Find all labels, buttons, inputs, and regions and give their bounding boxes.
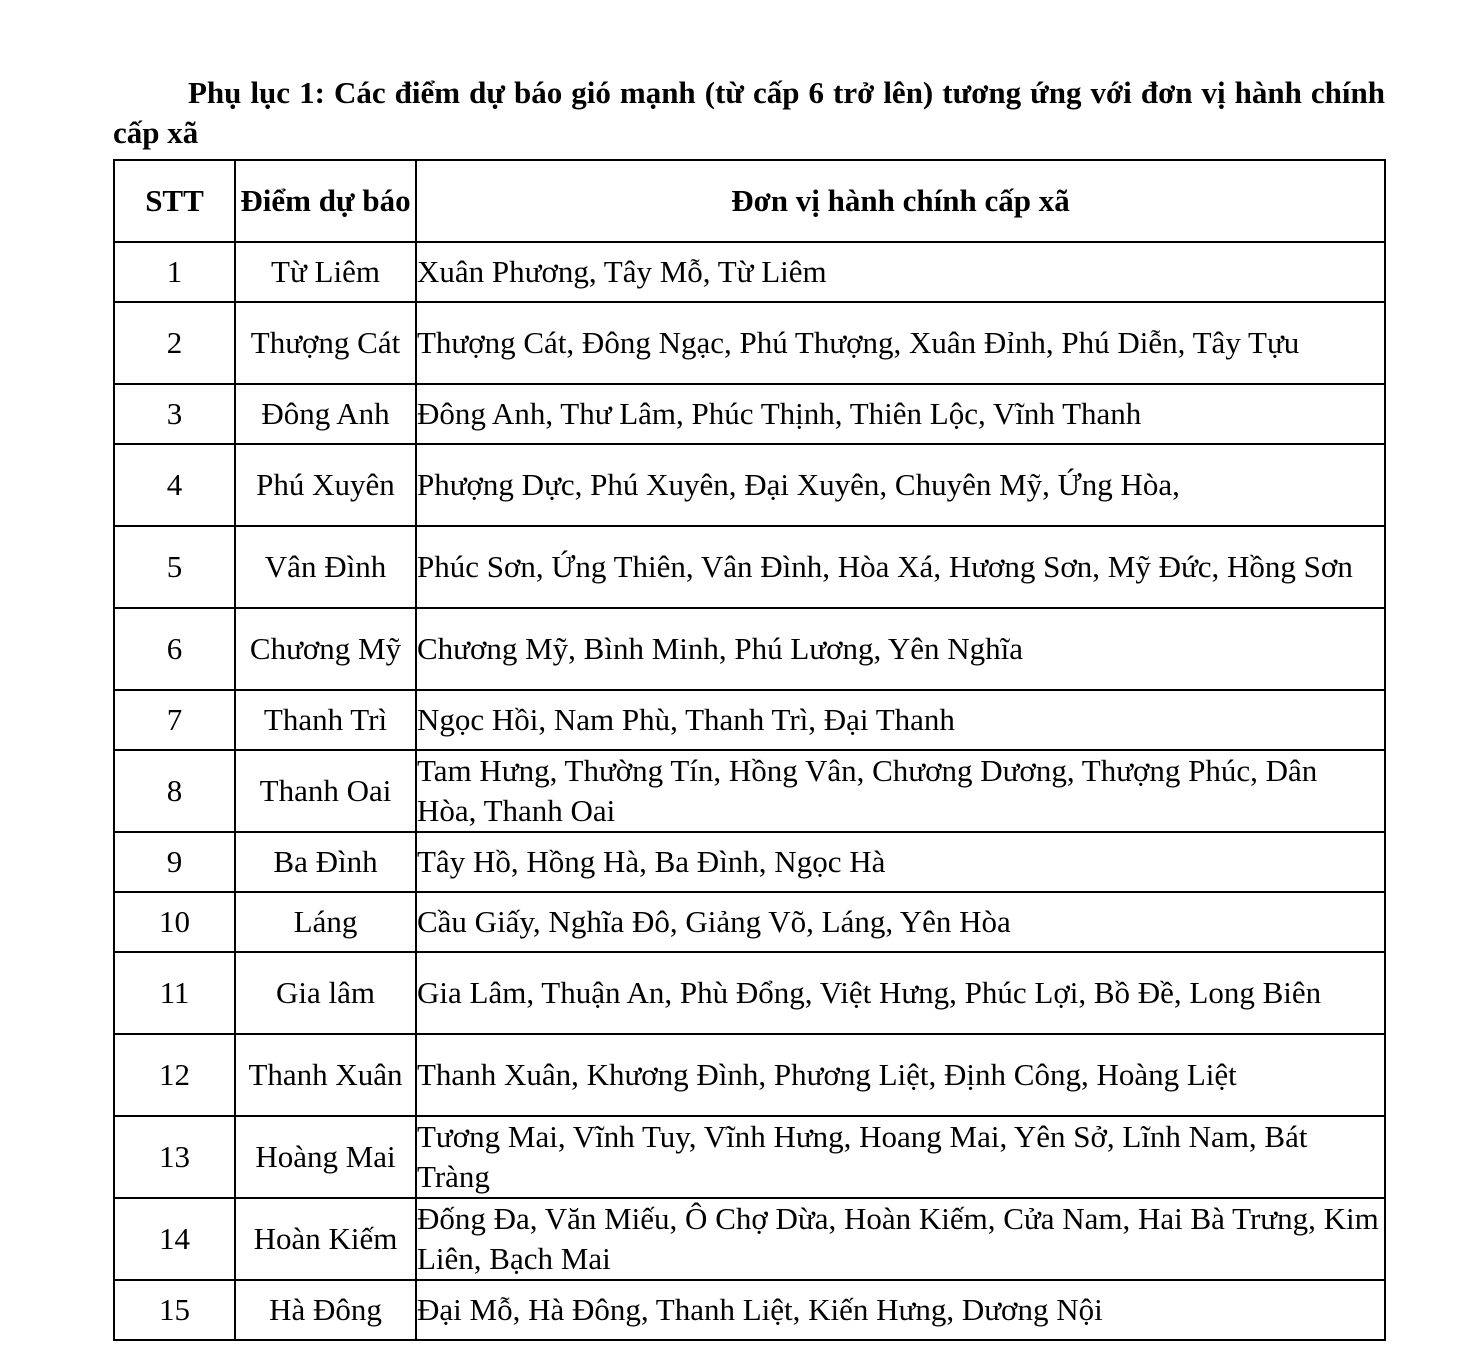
row-forecast-point: Hoàn Kiếm xyxy=(235,1198,416,1280)
row-stt: 12 xyxy=(114,1034,235,1116)
table-row xyxy=(114,690,1385,750)
table-row xyxy=(114,1034,1385,1116)
row-forecast-point: Chương Mỹ xyxy=(235,608,416,690)
forecast-points-table xyxy=(113,159,1386,1341)
row-forecast-point: Vân Đình xyxy=(235,526,416,608)
row-forecast-point: Thanh Oai xyxy=(235,750,416,832)
table-row xyxy=(114,242,1385,302)
table-header-row xyxy=(114,160,1385,242)
row-stt: 1 xyxy=(114,242,235,302)
row-admin-units: Tam Hưng, Thường Tín, Hồng Vân, Chương Dương, Thượng Phúc, Dân Hòa, Thanh Oai xyxy=(416,750,1385,832)
row-stt: 3 xyxy=(114,384,235,444)
header-forecast-point: Điểm dự báo xyxy=(235,160,416,242)
row-forecast-point: Gia lâm xyxy=(235,952,416,1034)
row-stt: 6 xyxy=(114,608,235,690)
row-forecast-point: Láng xyxy=(235,892,416,952)
table-row xyxy=(114,444,1385,526)
table-row xyxy=(114,1280,1385,1340)
row-admin-units: Gia Lâm, Thuận An, Phù Đổng, Việt Hưng, Phúc Lợi, Bồ Đề, Long Biên xyxy=(416,952,1385,1034)
row-admin-units: Chương Mỹ, Bình Minh, Phú Lương, Yên Nghĩa xyxy=(416,608,1385,690)
row-stt: 9 xyxy=(114,832,235,892)
row-stt: 11 xyxy=(114,952,235,1034)
row-forecast-point: Thanh Trì xyxy=(235,690,416,750)
table-row xyxy=(114,750,1385,832)
row-admin-units: Ngọc Hồi, Nam Phù, Thanh Trì, Đại Thanh xyxy=(416,690,1385,750)
table-row xyxy=(114,526,1385,608)
row-admin-units: Thanh Xuân, Khương Đình, Phương Liệt, Định Công, Hoàng Liệt xyxy=(416,1034,1385,1116)
row-stt: 13 xyxy=(114,1116,235,1198)
row-admin-units: Tương Mai, Vĩnh Tuy, Vĩnh Hưng, Hoang Mai, Yên Sở, Lĩnh Nam, Bát Tràng xyxy=(416,1116,1385,1198)
row-forecast-point: Hà Đông xyxy=(235,1280,416,1340)
row-stt: 5 xyxy=(114,526,235,608)
row-admin-units: Thượng Cát, Đông Ngạc, Phú Thượng, Xuân Đỉnh, Phú Diễn, Tây Tựu xyxy=(416,302,1385,384)
row-forecast-point: Thượng Cát xyxy=(235,302,416,384)
table-row xyxy=(114,384,1385,444)
row-forecast-point: Đông Anh xyxy=(235,384,416,444)
row-stt: 8 xyxy=(114,750,235,832)
row-forecast-point: Thanh Xuân xyxy=(235,1034,416,1116)
row-admin-units: Đống Đa, Văn Miếu, Ô Chợ Dừa, Hoàn Kiếm, Cửa Nam, Hai Bà Trưng, Kim Liên, Bạch Mai xyxy=(416,1198,1385,1280)
row-stt: 10 xyxy=(114,892,235,952)
row-stt: 2 xyxy=(114,302,235,384)
row-admin-units: Xuân Phương, Tây Mỗ, Từ Liêm xyxy=(416,242,1385,302)
row-forecast-point: Ba Đình xyxy=(235,832,416,892)
header-stt: STT xyxy=(114,160,235,242)
row-admin-units: Đại Mỗ, Hà Đông, Thanh Liệt, Kiến Hưng, Dương Nội xyxy=(416,1280,1385,1340)
table-row xyxy=(114,832,1385,892)
row-forecast-point: Phú Xuyên xyxy=(235,444,416,526)
row-stt: 15 xyxy=(114,1280,235,1340)
row-stt: 4 xyxy=(114,444,235,526)
table-row xyxy=(114,1116,1385,1198)
table-row xyxy=(114,952,1385,1034)
row-admin-units: Phượng Dực, Phú Xuyên, Đại Xuyên, Chuyên Mỹ, Ứng Hòa, xyxy=(416,444,1385,526)
row-admin-units: Phúc Sơn, Ứng Thiên, Vân Đình, Hòa Xá, Hương Sơn, Mỹ Đức, Hồng Sơn xyxy=(416,526,1385,608)
row-forecast-point: Hoàng Mai xyxy=(235,1116,416,1198)
table-row xyxy=(114,608,1385,690)
header-admin-units: Đơn vị hành chính cấp xã xyxy=(416,160,1385,242)
row-stt: 14 xyxy=(114,1198,235,1280)
row-forecast-point: Từ Liêm xyxy=(235,242,416,302)
row-admin-units: Đông Anh, Thư Lâm, Phúc Thịnh, Thiên Lộc, Vĩnh Thanh xyxy=(416,384,1385,444)
table-row xyxy=(114,1198,1385,1280)
row-stt: 7 xyxy=(114,690,235,750)
table-row xyxy=(114,302,1385,384)
row-admin-units: Cầu Giấy, Nghĩa Đô, Giảng Võ, Láng, Yên Hòa xyxy=(416,892,1385,952)
table-row xyxy=(114,892,1385,952)
row-admin-units: Tây Hồ, Hồng Hà, Ba Đình, Ngọc Hà xyxy=(416,832,1385,892)
appendix-title: Phụ lục 1: Các điểm dự báo gió mạnh (từ cấp 6 trở lên) tương ứng với đơn vị hành chính cấp xã xyxy=(113,75,1385,150)
